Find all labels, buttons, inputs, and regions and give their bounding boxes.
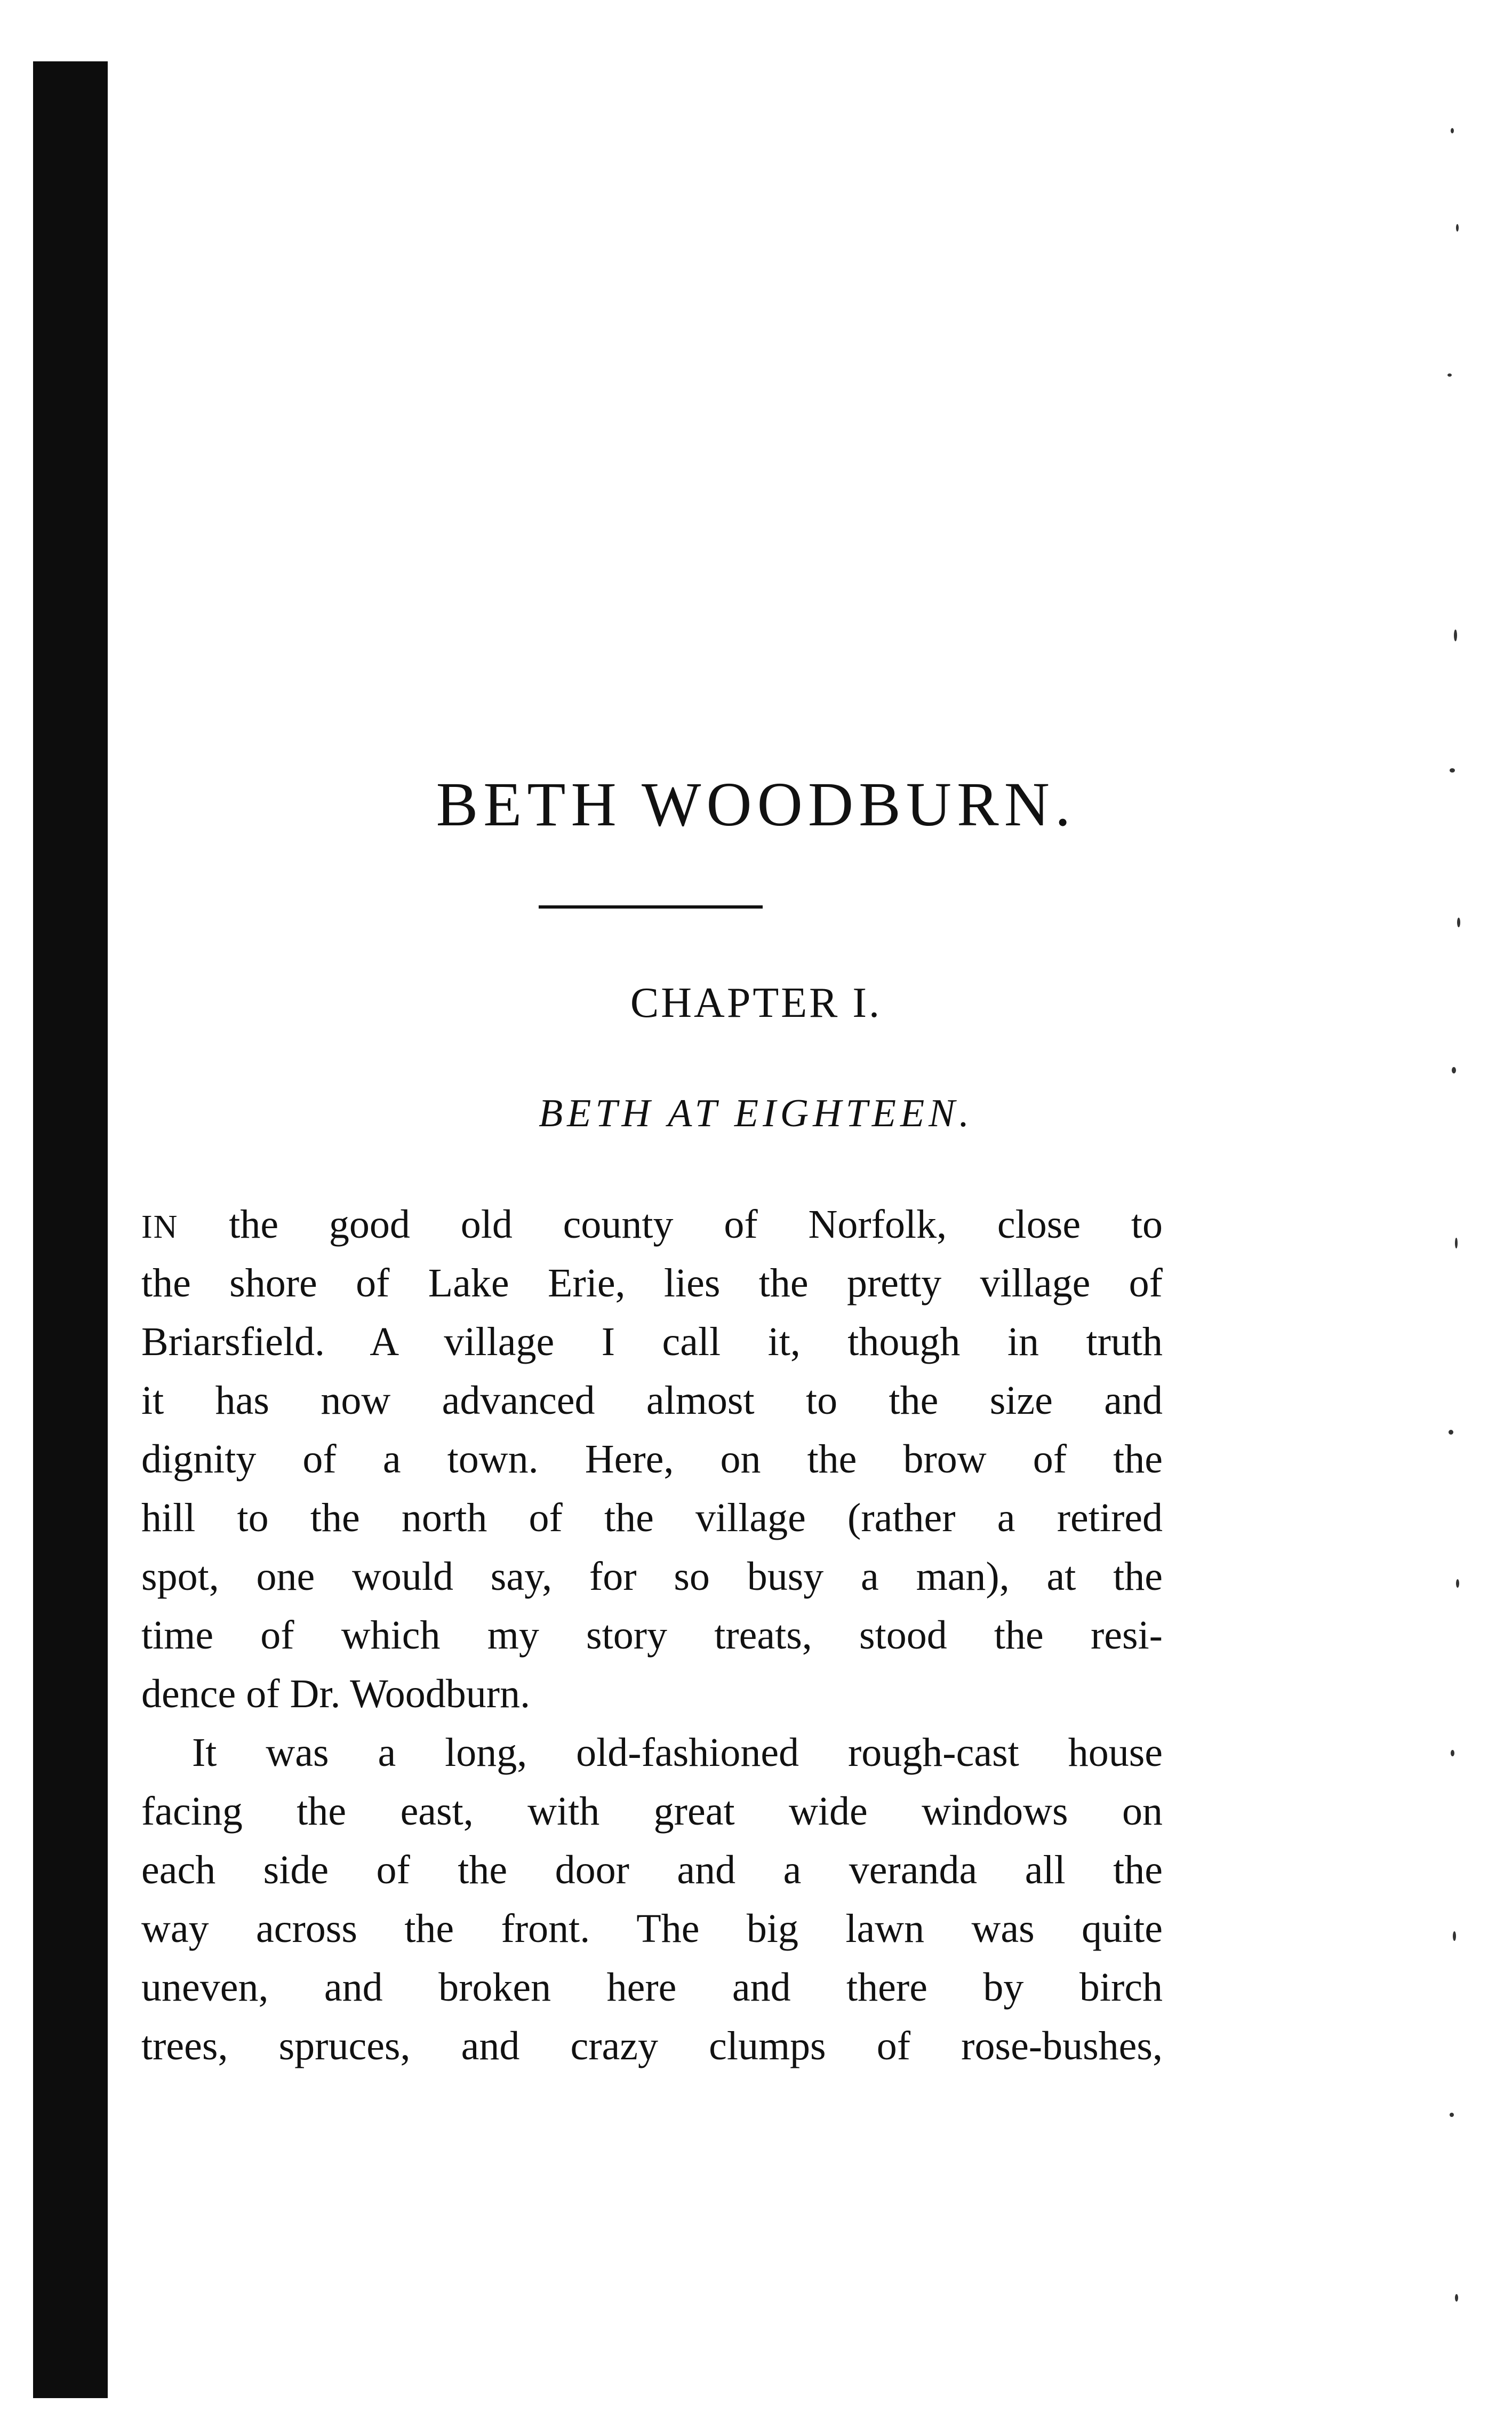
title-divider <box>539 905 763 909</box>
text-line: spot, one would say, for so busy a man), at the <box>141 1554 1163 1599</box>
text-line: Briarsfield. A village I call it, though in truth <box>141 1319 1163 1364</box>
chapter-body <box>141 1195 1163 2075</box>
text-line: facing the east, with great wide windows on <box>141 1789 1163 1834</box>
text-line: IN the good old county of Norfolk, close to <box>141 1202 1163 1247</box>
chapter-heading: CHAPTER I. <box>630 980 882 1026</box>
gutter-noise <box>1440 107 1472 2401</box>
text-line: time of which my story treats, stood the resi- <box>141 1613 1163 1658</box>
text-line: the shore of Lake Erie, lies the pretty village of <box>141 1261 1163 1305</box>
small-caps-opening: IN <box>141 1209 179 1245</box>
binding-edge <box>33 61 108 2398</box>
text-line: each side of the door and a veranda all the <box>141 1848 1163 1892</box>
text-line: trees, spruces, and crazy clumps of rose-bushes, <box>141 2024 1163 2068</box>
text-line: uneven, and broken here and there by birch <box>141 1965 1163 2010</box>
text-line: hill to the north of the village (rather a retired <box>141 1495 1163 1540</box>
text-line: way across the front. The big lawn was quite <box>141 1906 1163 1951</box>
text-line: it has now advanced almost to the size and <box>141 1378 1163 1423</box>
text-line: dignity of a town. Here, on the brow of the <box>141 1437 1163 1482</box>
text-line: It was a long, old-fashioned rough-cast house <box>192 1730 1163 1775</box>
chapter-subtitle: BETH AT EIGHTEEN. <box>538 1092 974 1135</box>
text-line: dence of Dr. Woodburn. <box>141 1671 531 1716</box>
book-title: BETH WOODBURN. <box>436 769 1076 839</box>
